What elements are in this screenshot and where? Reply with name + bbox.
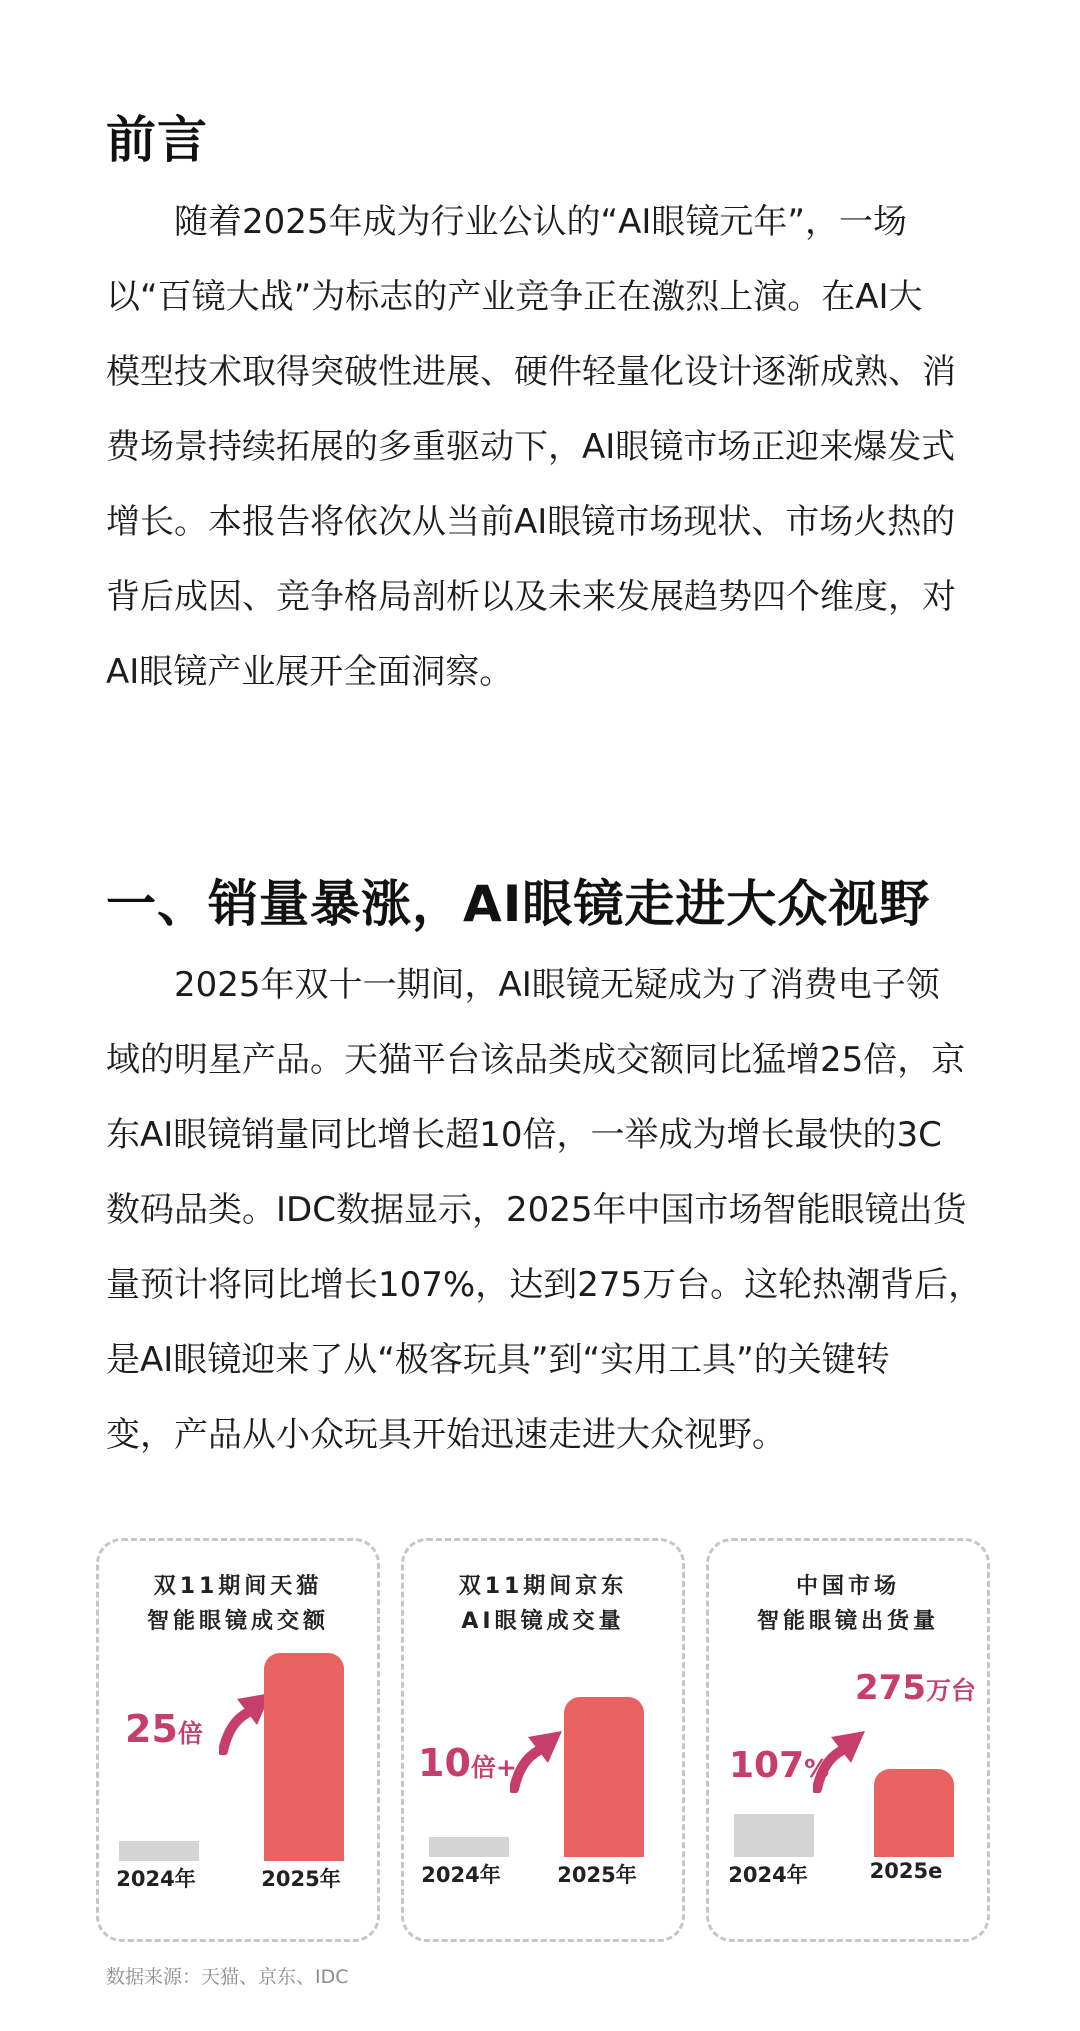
x-tick-label: 2025e xyxy=(869,1859,943,1883)
text-line: 是AI眼镜迎来了从“极客玩具”到“实用工具”的关键转 xyxy=(106,1340,890,1380)
preface-title: 前言 xyxy=(106,111,208,169)
bar-2025 xyxy=(264,1653,344,1861)
text-line: 以“百镜大战”为标志的产业竞争正在激烈上演。在AI大 xyxy=(106,277,923,317)
preface-paragraph xyxy=(106,185,986,710)
data-source-note: 数据来源：天猫、京东、IDC xyxy=(106,1966,349,1988)
growth-unit: 倍+ xyxy=(470,1753,517,1782)
jd-chart-card xyxy=(401,1538,685,1942)
chart-title-line1: 双11期间京东 xyxy=(458,1574,628,1599)
text-line: 背后成因、竞争格局剖析以及未来发展趋势四个维度，对 xyxy=(106,577,956,617)
text-line: 变，产品从小众玩具开始迅速走进大众视野。 xyxy=(106,1415,786,1455)
growth-number: 107 xyxy=(729,1745,805,1786)
x-tick-label: 2024年 xyxy=(116,1867,196,1891)
x-tick-label: 2025年 xyxy=(557,1863,637,1887)
x-tick-label: 2025年 xyxy=(261,1867,341,1891)
up-arrow-icon xyxy=(813,1727,871,1793)
section-title: 一、销量暴涨，AI眼镜走进大众视野 xyxy=(106,875,931,933)
text-line: AI眼镜产业展开全面洞察。 xyxy=(106,652,514,692)
up-arrow-icon xyxy=(510,1727,568,1793)
growth-label xyxy=(418,1741,517,1785)
text-line: 2025年双十一期间，AI眼镜无疑成为了消费电子领 xyxy=(106,965,940,1005)
value-unit: 万台 xyxy=(925,1676,976,1705)
section-paragraph xyxy=(106,948,986,1473)
bar-2024 xyxy=(119,1841,199,1861)
x-tick-label: 2024年 xyxy=(728,1863,808,1887)
bar-2025 xyxy=(564,1697,644,1857)
chart-title-line2: 智能眼镜出货量 xyxy=(756,1609,939,1634)
value-label xyxy=(855,1668,976,1708)
growth-label xyxy=(125,1707,203,1751)
chart-title-line1: 中国市场 xyxy=(795,1574,900,1599)
growth-number: 10 xyxy=(418,1741,471,1785)
text-line: 数码品类。IDC数据显示，2025年中国市场智能眼镜出货 xyxy=(106,1190,967,1230)
text-line: 随着2025年成为行业公认的“AI眼镜元年”，一场 xyxy=(106,202,908,242)
growth-number: 25 xyxy=(125,1707,178,1751)
chart-title-line2: 智能眼镜成交额 xyxy=(146,1609,329,1634)
chart-title-line1: 双11期间天猫 xyxy=(153,1574,323,1599)
bar-2025e xyxy=(874,1769,954,1857)
text-line: 量预计将同比增长107%，达到275万台。这轮热潮背后， xyxy=(106,1265,983,1305)
chart-title-line2: AI眼镜成交量 xyxy=(461,1609,625,1634)
bar-2024 xyxy=(734,1814,814,1857)
value-number: 275 xyxy=(855,1668,926,1708)
text-line: 模型技术取得突破性进展、硬件轻量化设计逐渐成熟、消 xyxy=(106,352,956,392)
text-line: 域的明星产品。天猫平台该品类成交额同比猛增25倍，京 xyxy=(106,1040,966,1080)
text-line: 东AI眼镜销量同比增长超10倍，一举成为增长最快的3C xyxy=(106,1115,942,1155)
text-line: 增长。本报告将依次从当前AI眼镜市场现状、市场火热的 xyxy=(106,502,956,542)
text-line: 费场景持续拓展的多重驱动下，AI眼镜市场正迎来爆发式 xyxy=(106,427,956,467)
growth-unit: 倍 xyxy=(177,1719,203,1748)
growth-unit: % xyxy=(804,1754,830,1783)
x-tick-label: 2024年 xyxy=(421,1863,501,1887)
bar-2024 xyxy=(429,1837,509,1857)
idc-chart-card xyxy=(706,1538,990,1942)
tmall-chart-card xyxy=(96,1538,380,1942)
